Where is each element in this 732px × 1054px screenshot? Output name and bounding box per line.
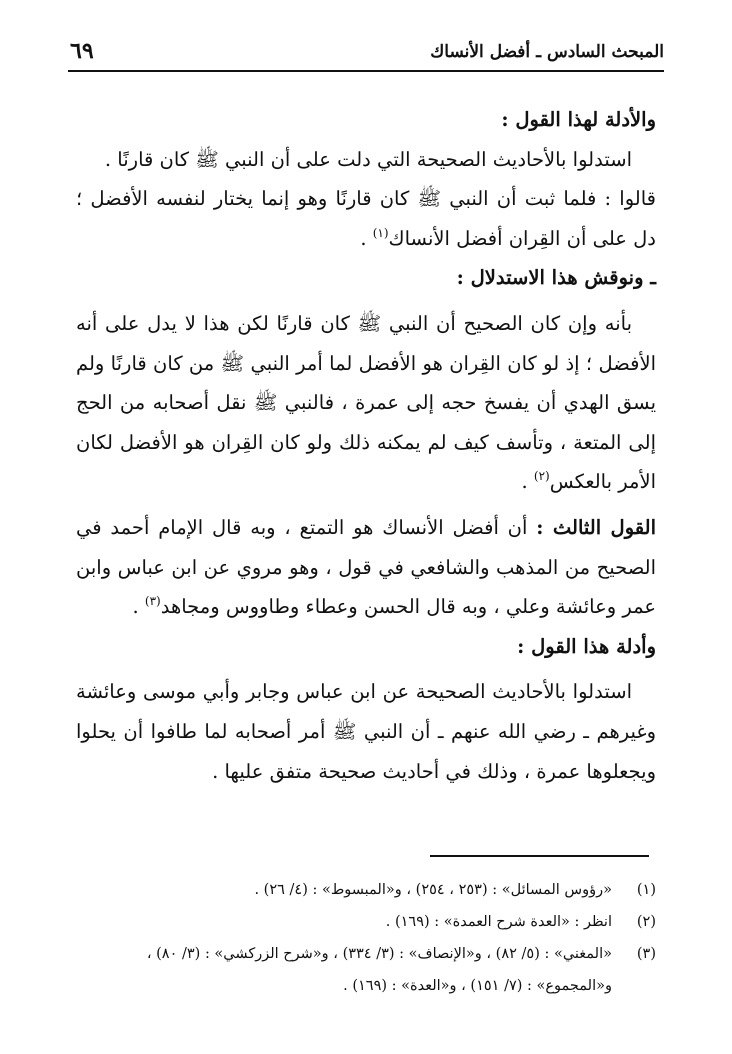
footnote-separator (430, 855, 649, 857)
footnote-ref-2: (٢) (533, 469, 550, 484)
footnote-text: «المغني» : (٥/ ٨٢) ، و«الإنصاف» : (٣/ ٣٣٤) ، و«شرح الزركشي» : (٣/ ٨٠) ، (146, 946, 612, 962)
footnote-2 (76, 906, 656, 938)
section-heading-rebuttal: ـ ونوقش هذا الاستدلال : (456, 266, 656, 290)
page-number: ٦٩ (70, 38, 94, 64)
footnote-number: (٢) (636, 914, 656, 930)
paragraph-argument-end: . (360, 226, 373, 250)
footnote-ref-3: (٣) (144, 594, 161, 609)
footnote-text: «رؤوس المسائل» : (٢٥٣ ، ٢٥٤) ، و«المبسوط» : (٤/ ٢٦) . (254, 882, 612, 898)
footnote-number: (٣) (636, 946, 656, 962)
paragraph-rebuttal (76, 304, 656, 502)
paragraph-argument (76, 179, 656, 258)
footnote-number: (١) (636, 882, 656, 898)
footnote-text: و«المجموع» : (٧/ ١٥١) ، و«العدة» : (١٦٩) . (343, 978, 612, 994)
paragraph-evidence-2: استدلوا بالأحاديث الصحيحة عن ابن عباس وجابر وأبي موسى وعائشة وغيرهم ـ رضي الله عنهم ـ أن النبي ﷺ أمر أصحابه لما طافوا أن يحلوا ويجعلوها عمرة ، وذلك في أحاديث صحيحة متفق عليها . (76, 680, 656, 783)
third-opinion-lead: القول الثالث : (536, 515, 657, 539)
paragraph-argument-text: قالوا : فلما ثبت أن النبي ﷺ كان قارنًا وهو إنما يختار لنفسه الأفضل ؛ دل على أن القِران أفضل الأنساك (76, 187, 656, 250)
footnotes (76, 874, 656, 1002)
footnote-text: انظر : «العدة شرح العمدة» : (١٦٩) . (385, 914, 612, 930)
third-opinion-text: أن أفضل الأنساك هو التمتع ، وبه قال الإمام أحمد في الصحيح من المذهب والشافعي في قول ، وهو مروي عن ابن عباس وابن عمر وعائشة وعلي ، وبه قال الحسن وعطاء وطاووس ومجاهد (76, 515, 656, 619)
footnote-1 (76, 874, 656, 906)
footnote-3 (76, 938, 656, 970)
section-heading-evidence: والأدلة لهذا القول : (501, 108, 656, 131)
paragraph-rebuttal-text: بأنه وإن كان الصحيح أن النبي ﷺ كان قارنًا لكن هذا لا يدل على أنه الأفضل ؛ إذ لو كان القِران هو الأفضل لما أمر النبي ﷺ من كان قارنًا ولم يسق الهدي أن يفسخ حجه إلى عمرة ، فالنبي ﷺ نقل أصحابه من الحج إلى المتعة ، وتأسف كيف لم يمكنه ذلك ولو كان القِران هو الأفضل لكان الأمر بالعكس (76, 311, 656, 494)
paragraph-rebuttal-end: . (521, 470, 534, 494)
footnote-3-continued (76, 970, 656, 1002)
paragraph-third-opinion (76, 508, 656, 627)
footnote-ref-1: (١) (372, 225, 389, 240)
header-rule (68, 70, 664, 72)
running-title: المبحث السادس ـ أفضل الأنساك (430, 42, 664, 62)
main-text (76, 100, 656, 791)
page-header (68, 36, 664, 76)
section-heading-evidence-2: وأدلة هذا القول : (517, 634, 656, 658)
paragraph-evidence: استدلوا بالأحاديث الصحيحة التي دلت على أن النبي ﷺ كان قارنًا . (104, 147, 632, 171)
third-opinion-end: . (132, 595, 145, 619)
